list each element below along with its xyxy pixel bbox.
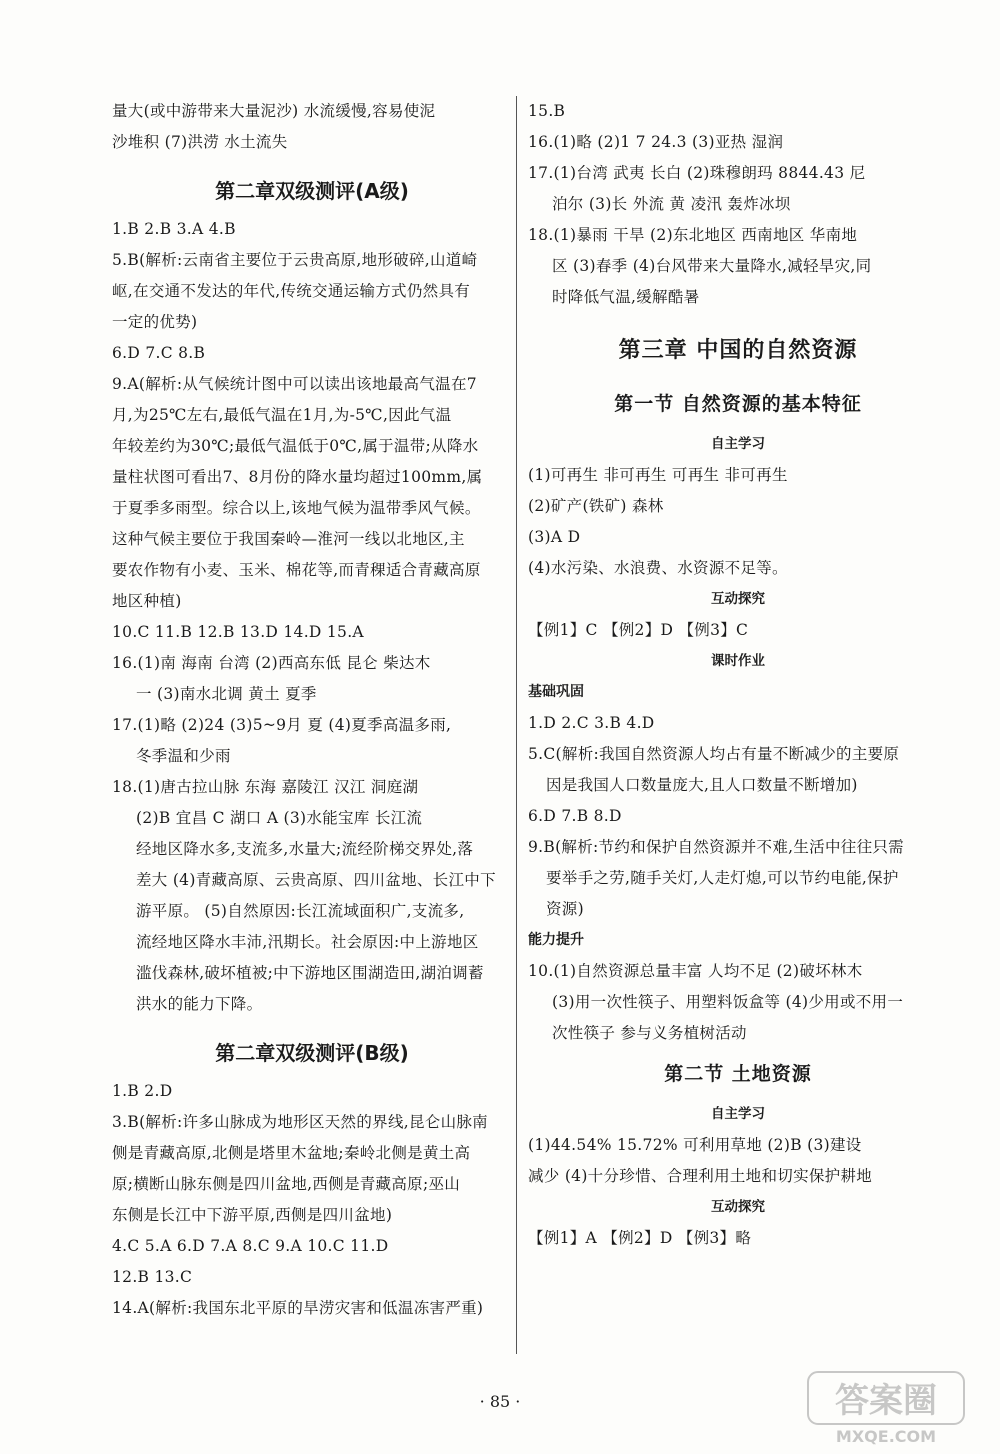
answer-line: 16.(1)略 (2)1 7 24.3 (3)亚热 湿润	[528, 133, 784, 151]
answer-line: 一定的优势)	[112, 313, 198, 331]
answer-line: 要农作物有小麦、玉米、棉花等,而青稞适合青藏高原	[112, 561, 481, 579]
answer-line: 经地区降水多,支流多,水量大;流经阶梯交界处,落	[136, 840, 474, 858]
answer-line: 18.(1)唐古拉山脉 东海 嘉陵江 汉江 洞庭湖	[112, 778, 419, 796]
subheading-interactive: 互动探究	[711, 591, 765, 607]
section-heading-a: 第二章双级测评(A级)	[215, 179, 409, 203]
answer-line: 于夏季多雨型。综合以上,该地气候为温带季风气候。	[112, 499, 481, 517]
answer-line: 1.D 2.C 3.B 4.D	[528, 714, 655, 732]
answer-line: 1.B 2.B 3.A 4.B	[112, 220, 236, 238]
answer-line: 12.B 13.C	[112, 1268, 193, 1286]
text-line: 沙堆积 (7)洪涝 水土流失	[112, 133, 288, 151]
answer-line: 9.B(解析:节约和保护自然资源并不难,生活中往往只需	[528, 838, 904, 856]
answer-line: 18.(1)暴雨 干旱 (2)东北地区 西南地区 华南地	[528, 226, 858, 244]
answer-line: 岖,在交通不发达的年代,传统交通运输方式仍然具有	[112, 282, 471, 300]
answer-line: 东侧是长江中下游平原,西侧是四川盆地)	[112, 1206, 393, 1224]
answer-line: 时降低气温,缓解酷暑	[552, 288, 700, 306]
answer-line: 减少 (4)十分珍惜、合理利用土地和切实保护耕地	[528, 1167, 873, 1185]
section-title: 第一节 自然资源的基本特征	[614, 393, 862, 415]
answer-line: 原;横断山脉东侧是四川盆地,西侧是青藏高原;巫山	[112, 1175, 461, 1193]
answer-line: 这种气候主要位于我国秦岭—淮河一线以北地区,主	[112, 530, 465, 548]
answer-line: 次性筷子 参与义务植树活动	[552, 1024, 747, 1042]
answer-line: 1.B 2.D	[112, 1082, 173, 1100]
answer-line: 【例1】C 【例2】D 【例3】C	[528, 621, 749, 639]
answer-line: 3.B(解析:许多山脉成为地形区天然的界线,昆仑山脉南	[112, 1113, 488, 1131]
subheading-self-study: 自主学习	[711, 1106, 765, 1122]
answer-line: 游平原。 (5)自然原因:长江流域面积广,支流多,	[136, 902, 465, 920]
answer-line: 10.(1)自然资源总量丰富 人均不足 (2)破坏林木	[528, 962, 863, 980]
subheading-improve: 能力提升	[528, 932, 584, 948]
answer-line: (1)可再生 非可再生 可再生 非可再生	[528, 466, 788, 484]
subheading-basic: 基础巩固	[528, 684, 584, 700]
answer-line: 17.(1)台湾 武夷 长白 (2)珠穆朗玛 8844.43 尼	[528, 164, 866, 182]
answer-line: 量柱状图可看出7、8月份的降水量均超过100mm,属	[112, 468, 483, 486]
answer-line: 15.B	[528, 102, 566, 120]
answer-line: 6.D 7.C 8.B	[112, 344, 206, 362]
answer-line: (1)44.54% 15.72% 可利用草地 (2)B (3)建设	[528, 1136, 862, 1154]
answer-line: 5.B(解析:云南省主要位于云贵高原,地形破碎,山道崎	[112, 251, 478, 269]
chapter-title: 第三章 中国的自然资源	[618, 338, 858, 363]
answer-line: 9.A(解析:从气候统计图中可以读出该地最高气温在7	[112, 375, 477, 393]
answer-line: 要举手之劳,随手关灯,人走灯熄,可以节约电能,保护	[546, 869, 899, 887]
left-column	[112, 96, 512, 1324]
answer-line: 年较差约为30℃;最低气温低于0℃,属于温带;从降水	[112, 437, 479, 455]
subheading-interactive: 互动探究	[711, 1199, 765, 1215]
answer-line: 17.(1)略 (2)24 (3)5~9月 夏 (4)夏季高温多雨,	[112, 716, 452, 734]
answer-line: (3)A D	[528, 528, 581, 546]
answer-line: 4.C 5.A 6.D 7.A 8.C 9.A 10.C 11.D	[112, 1237, 389, 1255]
answer-line: 资源)	[546, 900, 584, 918]
right-column	[528, 96, 948, 1254]
subheading-homework: 课时作业	[711, 653, 765, 669]
answer-line: 因是我国人口数量庞大,且人口数量不断增加)	[546, 776, 858, 794]
answer-line: 一 (3)南水北调 黄土 夏季	[136, 685, 317, 703]
answer-line: (4)水污染、水浪费、水资源不足等。	[528, 559, 788, 577]
answer-line: (3)用一次性筷子、用塑料饭盒等 (4)少用或不用一	[552, 993, 904, 1011]
answer-line: 地区种植)	[112, 592, 182, 610]
watermark-text: 答案圈	[835, 1381, 937, 1421]
answer-line: 6.D 7.B 8.D	[528, 807, 622, 825]
answer-line: 16.(1)南 海南 台湾 (2)西高东低 昆仑 柴达木	[112, 654, 431, 672]
answer-line: 【例1】A 【例2】D 【例3】略	[528, 1229, 752, 1247]
watermark-icon	[806, 1368, 966, 1448]
answer-line: (2)B 宜昌 C 湖口 A (3)水能宝库 长江流	[136, 809, 423, 827]
answer-line: 侧是青藏高原,北侧是塔里木盆地;秦岭北侧是黄土高	[112, 1144, 471, 1162]
text-line: 量大(或中游带来大量泥沙) 水流缓慢,容易使泥	[112, 102, 436, 120]
answer-line: 泊尔 (3)长 外流 黄 凌汛 轰炸冰坝	[552, 195, 791, 213]
answer-line: 差大 (4)青藏高原、云贵高原、四川盆地、长江中下	[136, 871, 496, 889]
page-number: · 85 ·	[479, 1392, 521, 1411]
answer-line: 流经地区降水丰沛,汛期长。社会原因:中上游地区	[136, 933, 479, 951]
answer-line: 滥伐森林,破坏植被;中下游地区围湖造田,湖泊调蓄	[136, 964, 484, 982]
answer-line: 14.A(解析:我国东北平原的旱涝灾害和低温冻害严重)	[112, 1299, 484, 1317]
answer-line: (2)矿产(铁矿) 森林	[528, 497, 664, 515]
watermark-url: MXQE.COM	[835, 1427, 937, 1446]
section-heading-b: 第二章双级测评(B级)	[215, 1041, 409, 1065]
answer-line: 月,为25℃左右,最低气温在1月,为-5℃,因此气温	[112, 406, 452, 424]
answer-line: 区 (3)春季 (4)台风带来大量降水,减轻旱灾,同	[552, 257, 872, 275]
answer-line: 冬季温和少雨	[136, 747, 231, 765]
answer-line: 10.C 11.B 12.B 13.D 14.D 15.A	[112, 623, 364, 641]
watermark-logo	[806, 1368, 966, 1448]
column-divider	[516, 96, 517, 1354]
answer-line: 5.C(解析:我国自然资源人均占有量不断减少的主要原	[528, 745, 900, 763]
subheading-self-study: 自主学习	[711, 436, 765, 452]
answer-line: 洪水的能力下降。	[136, 995, 263, 1013]
section-title: 第二节 土地资源	[664, 1063, 812, 1085]
